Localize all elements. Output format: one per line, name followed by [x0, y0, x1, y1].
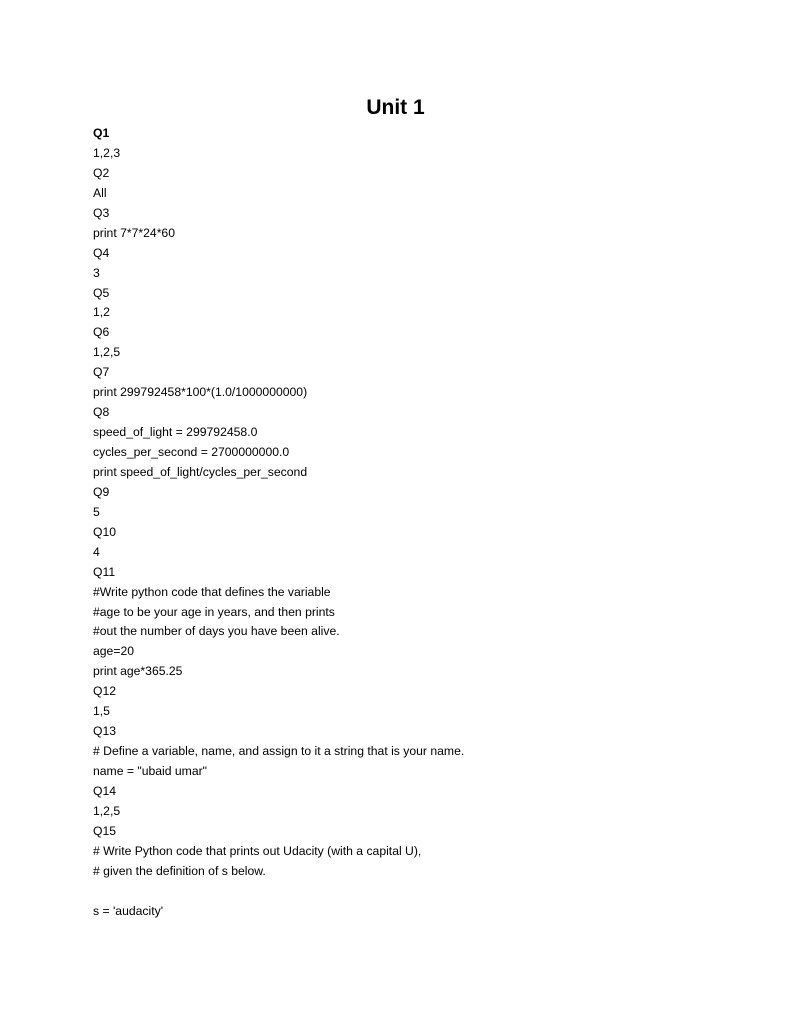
question-label: Q13: [93, 724, 117, 739]
text-line: name = "ubaid umar": [93, 764, 208, 778]
document-body: [93, 124, 753, 922]
question-label: Q5: [93, 285, 110, 300]
text-line: [93, 882, 753, 902]
question-label: Q10: [93, 524, 117, 539]
question-label: Q6: [93, 325, 110, 340]
text-line: # Define a variable, name, and assign to it a string that is your name.: [93, 744, 465, 759]
text-line: print age*365.25: [93, 664, 183, 679]
text-line: age=20: [93, 644, 135, 659]
question-label: Q12: [93, 684, 117, 699]
text-line: 3: [93, 265, 100, 280]
question-label: Q3: [93, 205, 110, 220]
text-line: 5: [93, 504, 100, 519]
question-label: Q11: [93, 564, 116, 579]
question-label: Q9: [93, 484, 110, 499]
text-line: speed_of_light = 299792458.0: [93, 425, 258, 440]
question-label: Q2: [93, 165, 110, 180]
question-label: Q8: [93, 405, 110, 420]
text-line: # given the definition of s below.: [93, 863, 266, 878]
question-label: Q14: [93, 783, 117, 798]
text-line: print 7*7*24*60: [93, 225, 175, 240]
text-line: cycles_per_second = 2700000000.0: [93, 445, 290, 459]
text-line: # Write Python code that prints out Udacity (with a capital U),: [93, 843, 422, 858]
text-line: 1,5: [93, 704, 110, 719]
text-line: #Write python code that defines the variable: [93, 584, 331, 599]
text-line: 1,2,3: [93, 145, 121, 160]
question-label: Q1: [93, 126, 110, 140]
text-line: 1,2,5: [93, 345, 121, 360]
text-line: #out the number of days you have been alive.: [93, 624, 340, 639]
page-title: Unit 1: [366, 96, 425, 119]
question-label: Q7: [93, 365, 110, 380]
text-line: All: [93, 185, 107, 200]
question-label: Q4: [93, 245, 110, 260]
text-line: 1,2: [93, 305, 110, 320]
text-line: 4: [93, 544, 100, 559]
text-line: print 299792458*100*(1.0/1000000000): [93, 385, 308, 400]
question-label: Q15: [93, 823, 117, 838]
text-line: print speed_of_light/cycles_per_second: [93, 464, 308, 479]
text-line: s = 'audacity': [93, 903, 164, 918]
text-line: 1,2,5: [93, 803, 121, 818]
text-line: #age to be your age in years, and then prints: [93, 604, 335, 619]
